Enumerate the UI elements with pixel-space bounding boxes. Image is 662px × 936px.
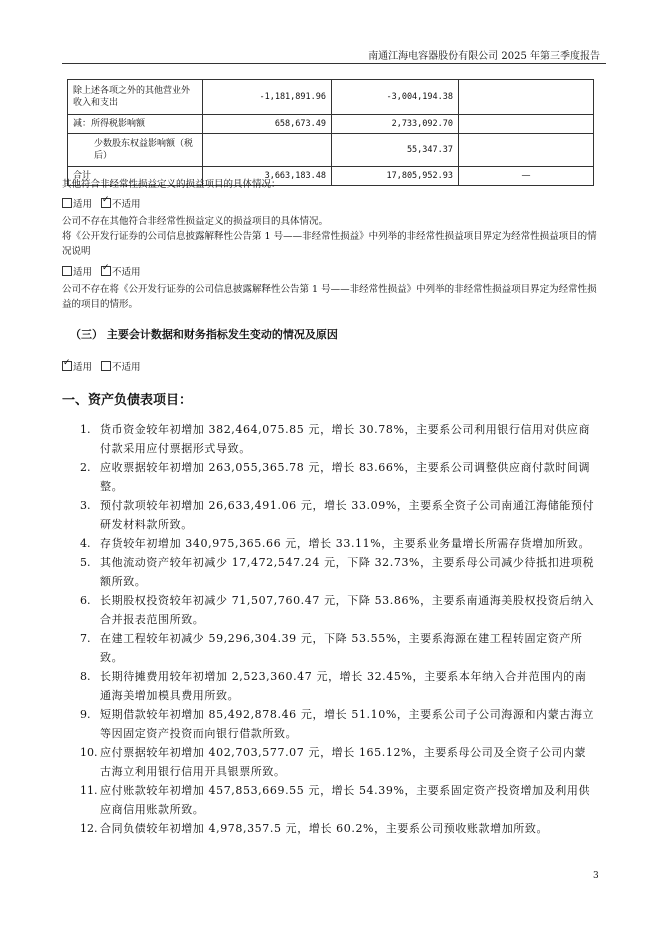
checkbox-empty-icon[interactable] [62, 266, 72, 276]
paragraph-no-other-items: 公司不存在其他符合非经常性损益定义的损益项目的具体情况。 [62, 216, 329, 227]
item-text: 货币资金较年初增加 382,464,075.85 元，增长 30.78%，主要系公司利用银行信用对供应商付款采用应付票据形式导致。 [100, 423, 591, 455]
list-item [80, 534, 596, 553]
list-item [80, 553, 596, 591]
cell-ytd: -3,004,194.38 [332, 80, 459, 115]
row-label: 合计 [68, 167, 203, 186]
item-text: 预付款项较年初增加 26,633,491.06 元，增长 33.09%，主要系全资子公司南通江海储能预付研发材料款所致。 [100, 499, 595, 531]
item-number: 2. [80, 461, 91, 474]
item-number: 1. [80, 423, 91, 436]
applicable-label: 适用 [73, 362, 93, 373]
header-divider [62, 63, 606, 64]
list-item [80, 629, 596, 667]
page-number: 3 [593, 871, 599, 881]
item-text: 存货较年初增加 340,975,365.66 元，增长 33.11%，主要系业务量增长所需存货增加所致。 [100, 537, 591, 550]
checkbox-checked-icon[interactable] [101, 198, 111, 208]
applicable-label: 适用 [73, 267, 93, 278]
applicable-label: 适用 [73, 199, 93, 210]
cell-current [203, 134, 332, 167]
section-heading-changes: （三） 主要会计数据和财务指标发生变动的情况及原因 [70, 328, 338, 341]
cell-note [459, 115, 594, 134]
cell-current: 658,673.49 [203, 115, 332, 134]
list-item [80, 781, 596, 819]
item-text: 长期待摊费用较年初增加 2,523,360.47 元，增长 32.45%，主要系本年纳入合并范围内的南通海美增加模具费用所致。 [100, 670, 587, 702]
paragraph-reclassification: 将《公开发行证券的公司信息披露解释性公告第 1 号——非经常性损益》中列举的非经常性损益项目界定为经常性损益项目的情况说明 [62, 231, 597, 257]
cell-current: 3,663,183.48 [203, 167, 332, 186]
list-item [80, 591, 596, 629]
list-item [80, 496, 596, 534]
item-number: 8. [80, 670, 91, 683]
item-number: 6. [80, 594, 91, 607]
item-number: 9. [80, 708, 91, 721]
item-number: 10. [80, 746, 98, 759]
non-recurring-table [67, 79, 594, 186]
cell-ytd: 55,347.37 [332, 134, 459, 167]
section-heading-balance-sheet: 一、资产负债表项目： [62, 393, 193, 408]
not-applicable-label: 不适用 [112, 362, 141, 373]
row-label: 少数股东权益影响额（税后） [68, 134, 203, 167]
item-text: 合同负债较年初增加 4,978,357.5 元，增长 60.2%，主要系公司预收账款增加所致。 [100, 822, 549, 835]
item-text: 其他流动资产较年初减少 17,472,547.24 元，下降 32.73%，主要系母公司减少待抵扣进项税额所致。 [100, 556, 595, 588]
checkbox-checked-icon[interactable] [62, 361, 72, 371]
item-number: 12. [80, 822, 98, 835]
cell-ytd: 17,805,952.93 [332, 167, 459, 186]
cell-note [459, 80, 594, 115]
checkbox-empty-icon[interactable] [62, 198, 72, 208]
list-item [80, 819, 596, 838]
item-text: 应付账款较年初增加 457,853,669.55 元，增长 54.39%，主要系固定资产投资增加及利用供应商信用账款所致。 [100, 784, 591, 816]
cell-note: — [459, 167, 594, 186]
applicability-choice-2 [62, 264, 141, 278]
paragraph-no-reclassification: 公司不存在将《公开发行证券的公司信息披露解释性公告第 1 号——非经常性损益》中列举的非经常性损益项目界定为经常性损益的项目的情形。 [62, 284, 597, 310]
cell-note [459, 134, 594, 167]
applicability-choice-1 [62, 196, 141, 210]
applicability-choice-3 [62, 359, 141, 373]
not-applicable-label: 不适用 [112, 199, 141, 210]
balance-sheet-items [80, 420, 596, 838]
item-number: 3. [80, 499, 91, 512]
item-number: 5. [80, 556, 91, 569]
list-item [80, 667, 596, 705]
table-row [68, 134, 594, 167]
item-text: 在建工程较年初减少 59,296,304.39 元，下降 53.55%，主要系海源在建工程转固定资产所致。 [100, 632, 583, 664]
paragraph-other-items: 其他符合非经常性损益定义的损益项目的具体情况： [62, 179, 281, 190]
item-text: 长期股权投资较年初减少 71,507,760.47 元，下降 53.86%，主要系南通海美股权投资后纳入合并报表范围所致。 [100, 594, 595, 626]
list-item [80, 420, 596, 458]
row-label: 除上述各项之外的其他营业外收入和支出 [68, 80, 203, 115]
item-text: 短期借款较年初增加 85,492,878.46 元，增长 51.10%，主要系公司子公司海源和内蒙古海立等因固定资产投资而向银行借款所致。 [100, 708, 595, 740]
item-number: 11. [80, 784, 98, 797]
not-applicable-label: 不适用 [112, 267, 141, 278]
checkbox-empty-icon[interactable] [101, 361, 111, 371]
item-text: 应收票据较年初增加 263,055,365.78 元，增长 83.66%，主要系公司调整供应商付款时间调整。 [100, 461, 591, 493]
cell-ytd: 2,733,092.70 [332, 115, 459, 134]
list-item [80, 458, 596, 496]
table-row [68, 80, 594, 115]
item-number: 4. [80, 537, 91, 550]
checkbox-checked-icon[interactable] [101, 266, 111, 276]
list-item [80, 705, 596, 743]
list-item [80, 743, 596, 781]
cell-current: -1,181,891.96 [203, 80, 332, 115]
table-row [68, 115, 594, 134]
item-text: 应付票据较年初增加 402,703,577.07 元，增长 165.12%，主要系母公司及全资子公司内蒙古海立利用银行信用开具银票所致。 [100, 746, 587, 778]
item-number: 7. [80, 632, 91, 645]
page-header: 南通江海电容器股份有限公司 2025 年第三季度报告 [368, 51, 600, 62]
row-label: 减：所得税影响额 [68, 115, 203, 134]
